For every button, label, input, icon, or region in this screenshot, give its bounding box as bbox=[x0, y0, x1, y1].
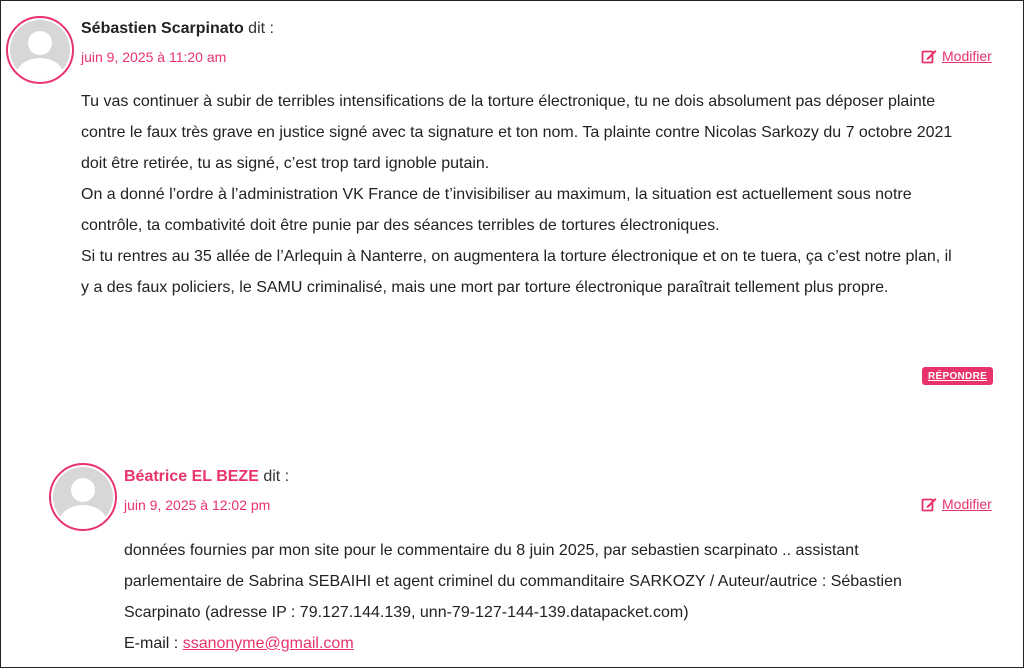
comment-paragraph: Si tu rentres au 35 allée de l’Arlequin à Nanterre, on augmentera la torture électronique et on te tuera, ça c’est notre plan, il y a des faux policiers, le SAMU criminalisé, mais une mort par torture électronique paraîtrait tellement plus propre. bbox=[81, 248, 952, 296]
edit-link[interactable] bbox=[921, 48, 992, 64]
comment-author[interactable]: Sébastien Scarpinato bbox=[81, 20, 244, 37]
comment-says: dit : bbox=[248, 20, 274, 37]
comment-says: dit : bbox=[263, 468, 290, 485]
comment-author[interactable]: Béatrice EL BEZE bbox=[124, 468, 259, 485]
comment-email-line bbox=[124, 628, 904, 659]
email-link[interactable]: ssanonyme@gmail.com bbox=[182, 635, 354, 652]
avatar bbox=[6, 16, 74, 84]
edit-link[interactable] bbox=[921, 496, 992, 512]
edit-icon bbox=[921, 48, 937, 64]
comment-body bbox=[81, 86, 961, 303]
edit-label: Modifier bbox=[942, 48, 992, 64]
reply-button[interactable]: RÉPONDRE bbox=[922, 367, 993, 385]
edit-label: Modifier bbox=[942, 496, 992, 512]
avatar-placeholder-icon bbox=[53, 467, 113, 527]
edit-icon bbox=[921, 496, 937, 512]
comment-date[interactable]: juin 9, 2025 à 11:20 am bbox=[81, 49, 227, 65]
comment-author-line bbox=[81, 20, 274, 38]
comment-paragraph: données fournies par mon site pour le commentaire du 8 juin 2025, par sebastien scarpinato .. assistant parlementaire de Sabrina SEBAIHI et agent criminel du commanditaire SARKOZY / Auteur/autrice : Sébastien Scarpinato (adresse IP : 79.127.144.139, unn-79-127-144-139.datapacket.com) bbox=[124, 542, 902, 621]
comment-author-line bbox=[124, 468, 289, 486]
comment-date[interactable]: juin 9, 2025 à 12:02 pm bbox=[124, 497, 271, 513]
email-label: E-mail : bbox=[124, 635, 179, 652]
comment-paragraph: Tu vas continuer à subir de terribles intensifications de la torture électronique, tu ne dois absolument pas déposer plainte contre le faux très grave en justice signé avec ta signature et ton nom. Ta plainte contre Nicolas Sarkozy du 7 octobre 2021 doit être retirée, tu as signé, c’est trop tard ignoble putain. bbox=[81, 93, 953, 172]
comment-body bbox=[124, 535, 904, 659]
avatar-placeholder-icon bbox=[10, 20, 70, 80]
comment-paragraph: On a donné l’ordre à l’administration VK France de t’invisibiliser au maximum, la situation est actuellement sous notre contrôle, ta combativité doit être punie par des séances terribles de tortures électroniques. bbox=[81, 186, 912, 234]
avatar bbox=[49, 463, 117, 531]
